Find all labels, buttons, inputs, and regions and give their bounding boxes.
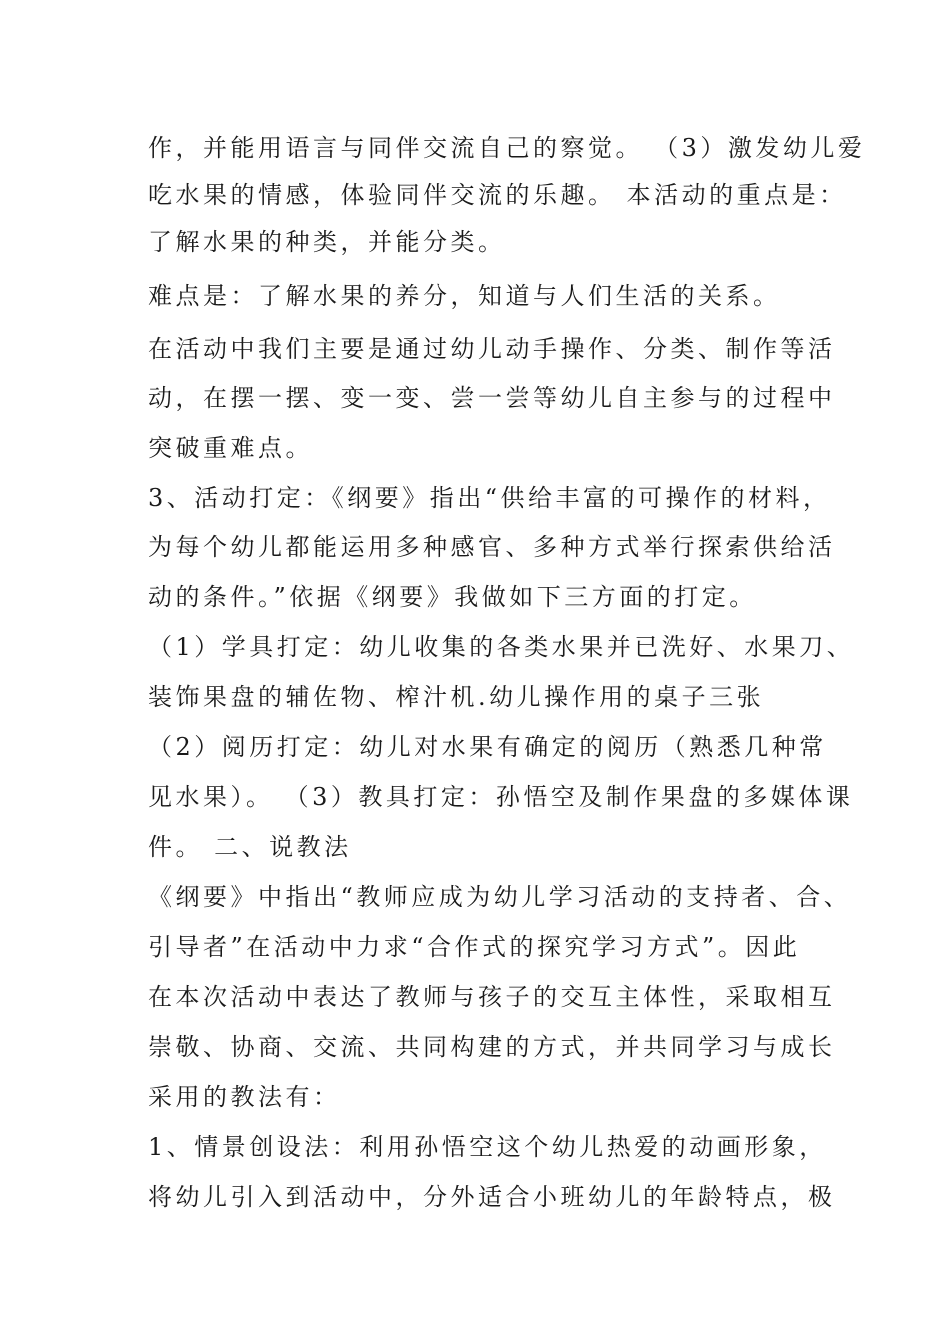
- text-line: 《纲要》中指出“教师应成为幼儿学习活动的支持者、合、: [148, 883, 852, 911]
- text-line: 吃水果的情感，体验同伴交流的乐趣。 本活动的重点是：: [148, 181, 847, 209]
- text-line: 装饰果盘的辅佐物、榨汁机.幼儿操作用的桌子三张: [148, 683, 765, 711]
- text-line: 采用的教法有：: [148, 1083, 341, 1111]
- text-line: 突破重难点。: [148, 434, 313, 462]
- text-line: 了解水果的种类，并能分类。: [148, 228, 506, 256]
- text-line: 为每个幼儿都能运用多种感官、多种方式举行探索供给活: [148, 533, 836, 561]
- text-line: （1）学具打定：幼儿收集的各类水果并已洗好、水果刀、: [148, 633, 855, 661]
- text-line: 崇敬、协商、交流、共同构建的方式，并共同学习与成长: [148, 1033, 836, 1061]
- text-line: （2）阅历打定：幼儿对水果有确定的阅历（熟悉几种常: [148, 733, 827, 761]
- text-line: 将幼儿引入到活动中，分外适合小班幼儿的年龄特点，极: [148, 1183, 836, 1211]
- text-line: 动，在摆一摆、变一变、尝一尝等幼儿自主参与的过程中: [148, 384, 836, 412]
- text-line: 动的条件。”依据《纲要》我做如下三方面的打定。: [148, 583, 757, 611]
- text-line: 1、情景创设法：利用孙悟空这个幼儿热爱的动画形象，: [148, 1133, 827, 1161]
- text-line: 难点是：了解水果的养分，知道与人们生活的关系。: [148, 282, 781, 310]
- text-line: 在本次活动中表达了教师与孩子的交互主体性，采取相互: [148, 983, 836, 1011]
- text-line: 见水果）。 （3）教具打定：孙悟空及制作果盘的多媒体课: [148, 783, 854, 811]
- text-line: 3、活动打定：《纲要》指出“供给丰富的可操作的材料，: [148, 484, 831, 512]
- text-line: 引导者”在活动中力求“合作式的探究学习方式”。因此: [148, 933, 801, 961]
- text-line: 作，并能用语言与同伴交流自己的察觉。 （3）激发幼儿爱: [148, 134, 866, 162]
- text-line: 件。 二、说教法: [148, 833, 352, 861]
- text-line: 在活动中我们主要是通过幼儿动手操作、分类、制作等活: [148, 335, 836, 363]
